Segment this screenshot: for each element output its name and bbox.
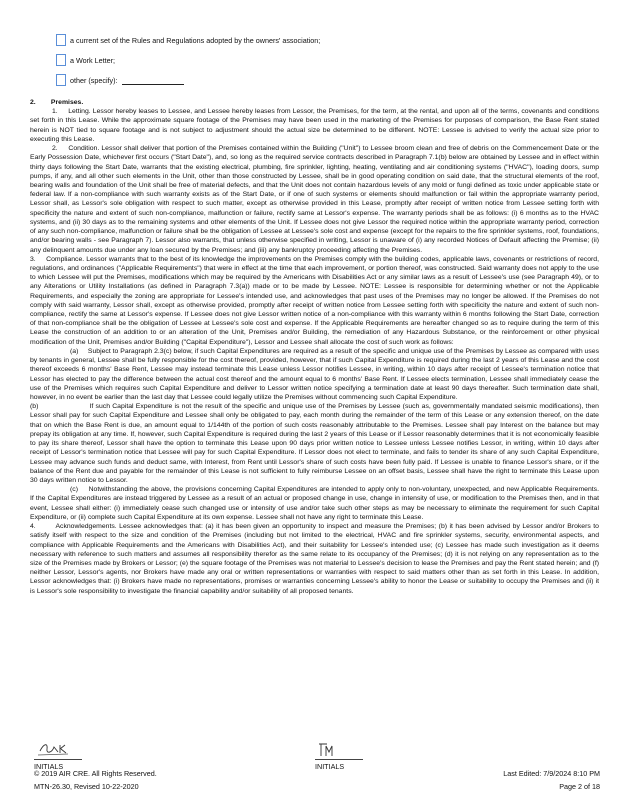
paragraph-compliance-c: (c) Notwithstanding the above, the provisions concerning Capital Expenditures are intended to apply only to non-voluntary, unexpected, and new Applicable Requirements. If the Capital Expenditures are instead triggered by Lessee as a result of an actual or proposed change in use, change in intensity of use, or modification to the Premises then, and in that event, Lessee shall either: (i) immediately cease such changed use or intensity of use and/or take such other steps as may be necessary to eliminate the requirement for such Capital Expenditure, or (ii) complete such Capital Expenditure at its own expense. Lessee shall not have any right to terminate this Lease. (30, 486, 599, 521)
paragraph-condition: 2. Condition. Lessor shall deliver that portion of the Premises contained within the Building ("Unit") to Lessee broom clean and free of debris on the Commencement Date or the Early Possession Date, whichever first occurs ("Start Date"), and, so long as the required service contracts described in Paragraph 7.1(b) below are obtained by Lessee and in effect within thirty days following the Start Date, warrants that the existing electrical, plumbing, fire sprinkler, lighting, heating, ventilating and air conditioning systems ("HVAC"), loading doors, sump pumps, if any, and all other such elements in the Unit, other than those constructed by Lessee, shall be in good operating condition on said date, that the structural elements of the roof, bearing walls and foundation of the Unit shall be free of material defects, and that the Unit does not contain hazardous levels of any mold or fungi defined as toxic under applicable state or federal law. If a non-compliance with such warranty exists as of the Start Date, or if one of such systems or elements should malfunction or fail within the appropriate warranty period, Lessor shall, as Lessor's sole obligation with respect to such matter, except as otherwise provided in this Lease, promptly after receipt of written notice from Lessee setting forth with specificity the nature and extent of such non-compliance, malfunction or failure, rectify same at Lessor's expense. The warranty periods shall be as follows: (i) 6 months as to the HVAC systems, and (ii) 30 days as to the remaining systems and other elements of the Unit. If Lessee does not give Lessor the required notice within the appropriate warranty period, correction of any such non-compliance, malfunction or failure shall be the obligation of Lessee at Lessee's sole cost and expense (except for the repairs to the fire sprinkler systems, roof, foundations, and/or bearing walls - see Paragraph 7). Lessor also warrants, that unless otherwise specified in writing, Lessor is unaware of (i) any recorded Notices of Default affecting the Premise; (ii) any delinquent amounts due under any loan secured by the Premises; and (iii) any bankruptcy proceeding affecting the Premises. (30, 145, 599, 254)
page-number: Page 2 of 18 (559, 782, 600, 791)
paragraph-compliance-a: (a) Subject to Paragraph 2.3(c) below, if such Capital Expenditures are required as a result of the specific and unique use of the Premises by Lessee as compared with uses by tenants in general, Lessee shall be fully responsible for the cost thereof, provided, however, that if such Capital Expenditure is required during the last 2 years of this Lease and the cost thereof exceeds 6 months' Base Rent, Lessee may instead terminate this Lease unless Lessor notifies Lessee, in writing, within 10 days after receipt of Lessee's termination notice that Lessor has elected to pay the difference between the actual cost thereof and the amount equal to 6 months' Base Rent. If Lessee elects termination, Lessee shall immediately cease the use of the Premises which requires such Capital Expenditure and deliver to Lessor written notice specifying a termination date at least 90 days thereafter. Such termination date shall, however, in no event be earlier than the last day that Lessee could legally utilize the Premises without commencing such Capital Expenditure. (30, 347, 599, 401)
other-specify-field[interactable] (122, 76, 184, 85)
work-letter-label: a Work Letter; (70, 55, 116, 65)
initials-left-label: INITIALS (34, 762, 64, 771)
document-page (30, 30, 599, 596)
last-edited-text: Last Edited: 7/9/2024 8:10 PM (503, 769, 600, 778)
paragraph-acknowledgements: 4. Acknowledgements. Lessee acknowledges that: (a) it has been given an opportunity to inspect and measure the Premises; (b) it has been advised by Lessor and/or Brokers to satisfy itself with respect to the size and condition of the Premises (including but not limited to the electrical, HVAC and fire sprinkler systems, security, environmental aspects, and compliance with Applicable Requirements and the Americans with Disabilities Act), and their suitability for Lessee's intended use; (c) Lessee has made such investigation as it deems necessary with reference to such matters and assumes all responsibility therefor as the same relate to its occupancy of the Premises; (d) it is not relying on any representation as to the size of the Premises made by Brokers or Lessor; (e) the square footage of the Premises was not material to Lessee's decision to lease the Premises and pay the Rent stated herein; and (f) neither Lessor, Lessor's agents, nor Brokers have made any oral or written representations or warranties with respect to said matters other than as set forth in this Lease. In addition, Lessor acknowledges that: (i) Brokers have made no representations, promises or warranties concerning Lessee's ability to honor the Lease or suitability to occupy the Premises and (ii) it is Lessor's sole responsibility to investigate the financial capability and/or suitability of all proposed tenants. (30, 523, 599, 595)
checkbox-row-other (56, 70, 599, 90)
footer-row-2 (34, 782, 600, 791)
attachment-checklist (30, 30, 599, 90)
section-2-premises (30, 98, 599, 596)
initials-left (34, 739, 82, 771)
other-checkbox[interactable] (56, 74, 66, 86)
paragraph-compliance-b: (b) If such Capital Expenditure is not the result of the specific and unique use of the Premises by Lessee (such as, governmentally mandated seismic modifications), then Lessor shall pay for such Capital Expenditure and Lessee shall only be obligated to pay, each month during the remainder of the term of this Lease or any extension thereof, on the date that on which the Base Rent is due, an amount equal to 1/144th of the portion of such costs reasonably attributable to the Premises. Lessee shall pay Interest on the balance but may prepay its obligation at any time. If, however, such Capital Expenditure is required during the last 2 years of this Lease or if Lessor reasonably determines that it is not economically feasible to pay its share thereof, Lessor shall have the option to terminate this Lease upon 90 days prior written notice to Lessee unless Lessee notifies Lessor, in writing, within 10 days after receipt of Lessor's termination notice that Lessee will pay for such Capital Expenditure. If Lessor does not elect to terminate, and fails to tender its share of any such Capital Expenditure, Lessee may advance such funds and deduct same, with Interest, from Rent until Lessor's share of such costs have been fully paid. If Lessee is unable to finance Lessor's share, or if the balance of the Rent due and payable for the remainder of this Lease is not sufficient to fully reimburse Lessee on an offset basis, Lessee shall have the right to terminate this Lease upon 30 days written notice to Lessor. (30, 403, 599, 484)
checkbox-row-rules (56, 30, 599, 50)
section-heading: 2. Premises. (30, 99, 84, 106)
initials-right-line[interactable] (315, 739, 363, 760)
footer-row-1 (34, 769, 600, 778)
initials-right (315, 739, 363, 771)
rules-label: a current set of the Rules and Regulations adopted by the owners' association; (70, 35, 321, 45)
paragraph-letting: 1. Letting. Lessor hereby leases to Lessee, and Lessee hereby leases from Lessor, the Premises, for the term, at the rental, and upon all of the terms, covenants and conditions set forth in this Lease. While the approximate square footage of the Premises may have been used in the marketing of the Premises for purposes of comparison, the Base Rent stated herein is NOT tied to square footage and is not subject to adjustment should the actual size be determined to be different. NOTE: Lessee is advised to verify the actual size prior to executing this Lease. (30, 108, 599, 143)
checkbox-row-work-letter (56, 50, 599, 70)
form-id-text: MTN-26.30, Revised 10-22-2020 (34, 782, 139, 791)
initials-left-signature (38, 739, 68, 757)
other-label: other (specify): (70, 75, 118, 85)
initials-right-label: INITIALS (315, 762, 345, 771)
initials-right-signature (318, 741, 338, 759)
initials-left-line[interactable] (34, 739, 82, 760)
work-letter-checkbox[interactable] (56, 54, 66, 66)
paragraph-compliance: 3. Compliance. Lessor warrants that to the best of its knowledge the improvements on the Premises comply with the building codes, applicable laws, covenants or restrictions of record, regulations, and ordinances ("Applicable Requirements") that were in effect at the time that each improvement, or portion thereof, was constructed. Said warranty does not apply to the use to which Lessee will put the Premises, modifications which may be required by the Americans with Disabilities Act or any similar laws as a result of Lessee's use (see Paragraph 49), or to any Alterations or Utility Installations (as defined in Paragraph 7.3(a)) made or to be made by Lessee. NOTE: Lessee is responsible for determining whether or not the Applicable Requirements, and especially the zoning are appropriate for Lessee's intended use, and acknowledges that past uses of the Premises may no longer be allowed. If the Premises do not comply with said warranty, Lessor shall, except as otherwise provided, promptly after receipt of written notice from Lessee setting forth with specificity the nature and extent of such non-compliance, rectify the same at Lessor's expense. If Lessee does not give Lessor written notice of a non-compliance with this warranty within 6 months following the Start Date, correction of that non-compliance shall be the obligation of Lessee at Lessee's sole cost and expense. If the Applicable Requirements are hereafter changed so as to require during the term of this Lease the construction of an addition to or an alteration of the Unit, Premises and/or Building, the remediation of any Hazardous Substance, or the reinforcement or other physical modification of the Unit, Premises and/or Building ("Capital Expenditure"), Lessor and Lessee shall allocate the cost of such work as follows: (30, 255, 599, 346)
rules-checkbox[interactable] (56, 34, 66, 46)
copyright-text: © 2019 AIR CRE. All Rights Reserved. (34, 769, 157, 778)
